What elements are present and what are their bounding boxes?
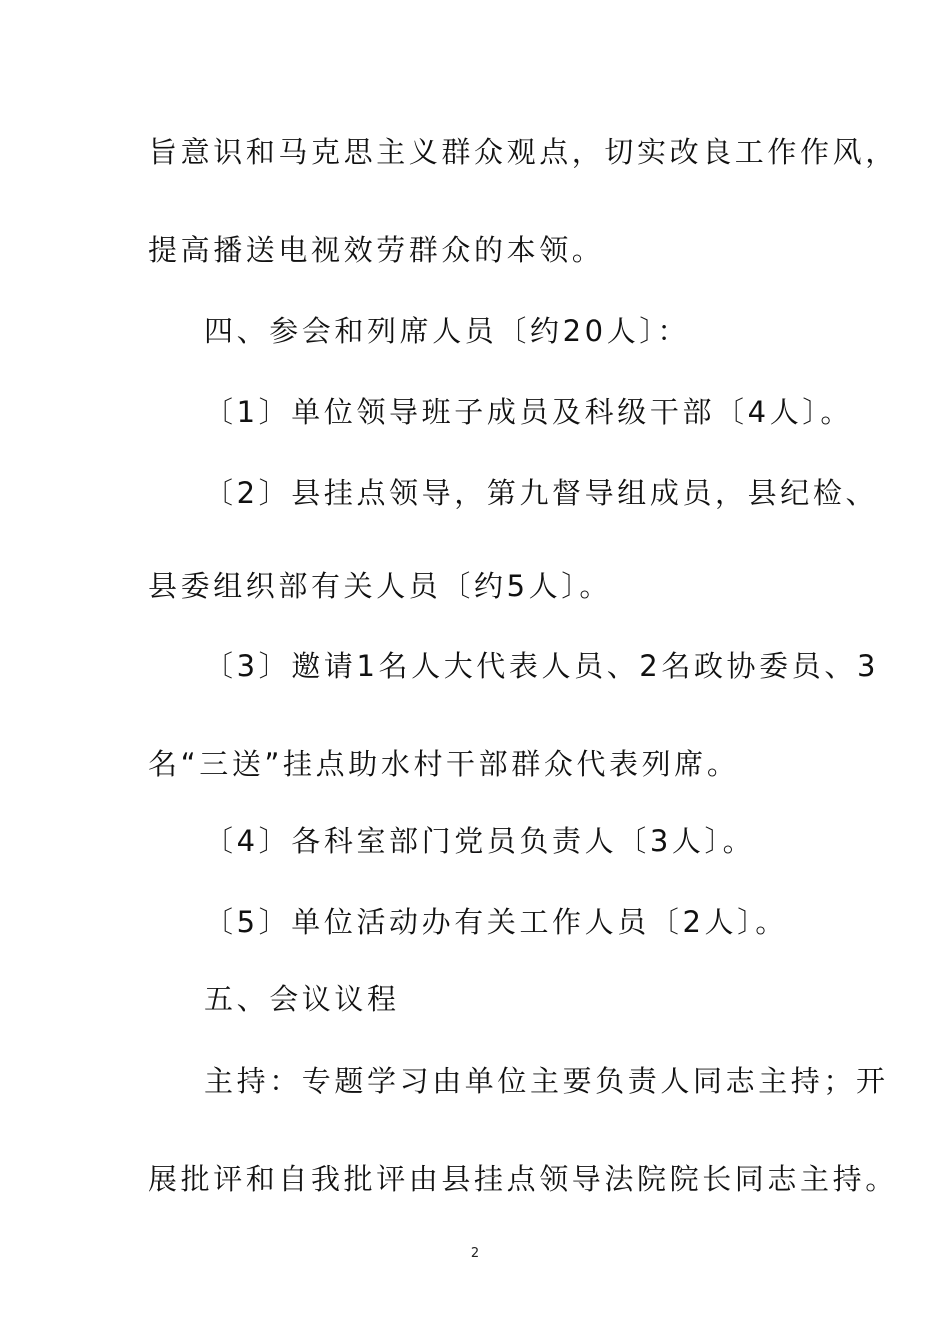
- paragraph-line-1: 旨意识和马克思主义群众观点，切实改良工作作风，: [148, 135, 898, 169]
- attendee-item-3-line-1: 〔3〕邀请1名人大代表人员、2名政协委员、3: [204, 649, 880, 683]
- attendee-item-3-line-2: 名“三送”挂点助水村干部群众代表列席。: [148, 747, 740, 781]
- attendee-item-5: 〔5〕单位活动办有关工作人员〔2人〕。: [204, 905, 788, 939]
- section-heading-attendees: 四、参会和列席人员〔约20人〕：: [204, 314, 691, 348]
- attendee-item-2-line-1: 〔2〕县挂点领导，第九督导组成员，县纪检、: [204, 476, 879, 510]
- attendee-item-4: 〔4〕各科室部门党员负责人〔3人〕。: [204, 824, 756, 858]
- attendee-item-2-line-2: 县委组织部有关人员〔约5人〕。: [148, 569, 612, 603]
- agenda-host-line-1: 主持：专题学习由单位主要负责人同志主持；开: [204, 1064, 889, 1098]
- page-number: 2: [470, 1246, 480, 1261]
- paragraph-line-2: 提高播送电视效劳群众的本领。: [148, 233, 605, 267]
- section-heading-agenda: 五、会议议程: [204, 982, 400, 1016]
- attendee-item-1: 〔1〕单位领导班子成员及科级干部〔4人〕。: [204, 395, 854, 429]
- agenda-host-line-2: 展批评和自我批评由县挂点领导法院院长同志主持。: [148, 1162, 898, 1196]
